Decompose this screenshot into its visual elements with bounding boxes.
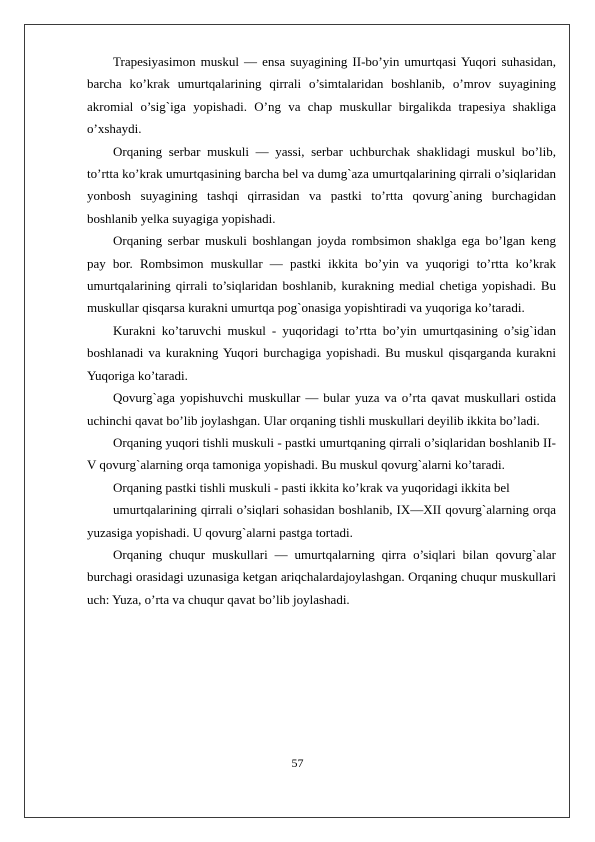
paragraph-serratus-inferior-start: Orqaning pastki tishli muskuli - pasti ikkita ko’krak va yuqoridagi ikkita bel — [113, 479, 510, 495]
paragraph-rib-muscles: Qovurg`aga yopishuvchi muskullar — bular yuza va o’rta qavat muskullari ostida uchinchi qavat bo’lib joylashgan. Ular orqaning tishli muskullari deyilib ikkita bo’ladi. — [87, 390, 556, 428]
paragraph-deep-muscles: Orqaning chuqur muskullari — umurtqalarning qirra o’siqlari bilan qovurg`alar burchagi orasidagi uzunasiga ketgan ariqchalardajoylashgan. Orqaning chuqur muskullari uch: Yuza, o’rta va chuqur qavat bo’lib joylashadi. — [87, 546, 556, 607]
document-body — [87, 51, 556, 611]
page-number: 57 — [291, 756, 304, 770]
paragraph-serratus-inferior-cont: umurtqalarining qirrali o’siqlari sohasidan boshlanib, IX—XII qovurg`alarning orqa yuzasiga yopishadi. U qovurg`alarni pastga tortadi. — [87, 502, 556, 540]
paragraph-latissimus: Orqaning serbar muskuli — yassi, serbar uchburchak shaklidagi muskul bo’lib, to’rtta ko’krak umurtqasining barcha bel va dumg`aza umurtqalarining qirrali o’siqlaridan yonbosh suyagining tashqi qirrasidan va pastki to’rtta qovurg`aning burchagidan boshlanib yelka suyagiga yopishadi. — [87, 143, 556, 226]
paragraph-levator-scapulae: Kurakni ko’taruvchi muskul - yuqoridagi to’rtta bo’yin umurtqasining o’sig`idan boshlanadi va kurakning Yuqori burchagiga yopishadi. Bu muskul qisqarganda kurakni Yuqoriga ko’taradi. — [87, 322, 556, 383]
paragraph-rhomboid: Orqaning serbar muskuli boshlangan joyda rombsimon shaklga ega bo’lgan keng pay bor. Rombsimon muskullar — pastki ikkita bo’yin va yuqorigi to’rtta ko’krak umurtqalarining qirrali to’siqlaridan boshlanib, kurakning medial chetiga yopishadi. Bu muskullar qisqarsa kurakni umurtqa pog`onasiga yopishtiradi va yuqoriga ko’taradi. — [87, 233, 556, 316]
paragraph-trapezius: Trapesiyasimon muskul — ensa suyagining II-bo’yin umurtqasi Yuqori suhasidan, barcha ko’krak umurtqalarining qirrali o’simtalaridan boshlanib, o’mrov suyagining akromial o’sig`iga yopishadi. O’ng va chap muskullar birgalikda trapesiya shakliga o’xshaydi. — [87, 54, 556, 137]
paragraph-serratus-superior: Orqaning yuqori tishli muskuli - pastki umurtqaning qirrali o’siqlaridan boshlanib II-V qovurg`alarning orqa tamoniga yopishadi. Bu muskul qovurg`alarni ko’taradi. — [87, 434, 556, 473]
